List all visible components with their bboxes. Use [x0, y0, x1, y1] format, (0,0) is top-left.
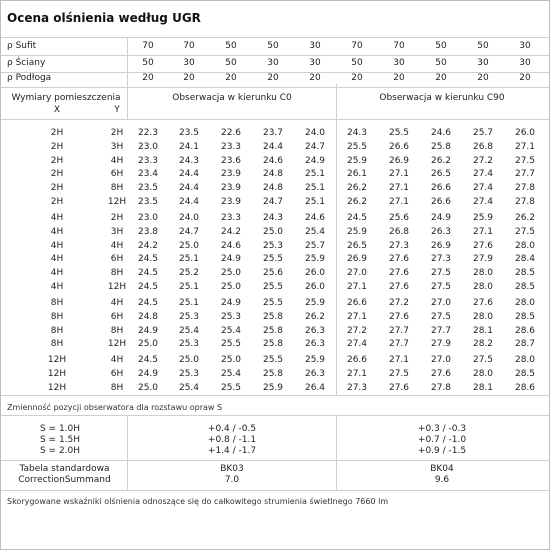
- dimension-x: 8H: [50, 325, 64, 336]
- ugr-value-c90: 27.0: [430, 298, 452, 308]
- variation-c90: +0.7 / -1.0: [417, 435, 467, 445]
- dimension-y: 6H: [110, 254, 124, 265]
- ugr-value-c90: 26.3: [430, 226, 452, 237]
- reflectance-value: 50: [225, 58, 237, 68]
- ugr-value-c0: 24.4: [262, 141, 284, 152]
- ugr-value-c90: 25.6: [388, 213, 410, 223]
- divider-line: [1, 87, 549, 88]
- ugr-value-c0: 26.3: [304, 339, 326, 350]
- column-divider: [127, 37, 128, 119]
- ugr-value-c90: 27.5: [430, 311, 452, 322]
- ugr-value-c0: 25.4: [178, 382, 200, 393]
- ugr-value-c90: 26.8: [472, 141, 494, 152]
- dimension-y: 3H: [110, 141, 124, 152]
- reflectance-value: 30: [519, 58, 531, 68]
- ugr-value-c0: 24.8: [262, 183, 284, 194]
- ugr-value-c0: 24.1: [178, 141, 200, 152]
- ugr-value-c90: 27.7: [430, 325, 452, 336]
- ugr-value-c90: 24.5: [346, 213, 368, 223]
- ugr-value-c0: 25.4: [220, 325, 242, 336]
- dimension-y: 4H: [110, 298, 124, 308]
- ugr-value-c0: 23.9: [220, 183, 242, 194]
- ugr-value-c0: 24.9: [137, 368, 159, 379]
- variation-title: Zmienność pozycji obserwatora dla rozstawu opraw S: [7, 403, 223, 412]
- ugr-value-c90: 28.0: [514, 298, 536, 308]
- ugr-value-c0: 25.3: [178, 339, 200, 350]
- ugr-value-c0: 23.7: [262, 128, 284, 138]
- page-title: Ocena olśnienia według UGR: [7, 11, 201, 25]
- ugr-value-c90: 27.2: [472, 155, 494, 166]
- ugr-value-c0: 26.0: [304, 282, 326, 292]
- ugr-value-c90: 25.9: [472, 213, 494, 223]
- ugr-value-c0: 24.8: [137, 311, 159, 322]
- ugr-value-c90: 25.9: [346, 226, 368, 237]
- reflectance-label: ρ Ściany: [7, 58, 46, 68]
- ugr-value-c90: 26.6: [388, 141, 410, 152]
- dimension-y: 8H: [110, 325, 124, 336]
- ugr-value-c0: 25.9: [304, 298, 326, 308]
- ugr-value-c0: 23.4: [137, 169, 159, 180]
- dimension-y: 6H: [110, 311, 124, 322]
- ugr-value-c0: 25.5: [262, 298, 284, 308]
- dimension-x: 2H: [50, 197, 64, 207]
- ugr-value-c0: 25.0: [137, 339, 159, 350]
- ugr-value-c0: 25.3: [178, 311, 200, 322]
- dimension-x: 2H: [50, 141, 64, 152]
- ugr-value-c90: 28.6: [514, 382, 536, 393]
- ugr-value-c0: 24.6: [262, 155, 284, 166]
- ugr-value-c0: 26.4: [304, 382, 326, 393]
- ugr-value-c90: 27.2: [388, 298, 410, 308]
- ugr-value-c90: 27.5: [514, 155, 536, 166]
- ugr-value-c0: 25.3: [220, 311, 242, 322]
- ugr-value-c0: 25.1: [178, 298, 200, 308]
- ugr-value-c90: 27.8: [430, 382, 452, 393]
- ugr-value-c0: 26.3: [304, 368, 326, 379]
- ugr-value-c90: 27.5: [388, 368, 410, 379]
- ugr-value-c0: 24.9: [137, 325, 159, 336]
- ugr-value-c0: 25.5: [262, 282, 284, 292]
- dimension-x: 2H: [50, 169, 64, 180]
- dimension-y: 4H: [110, 155, 124, 166]
- ugr-value-c90: 27.1: [514, 141, 536, 152]
- divider-line: [1, 460, 549, 461]
- ugr-value-c90: 27.6: [388, 311, 410, 322]
- view-c0-header: Obserwacja w kierunku C0: [172, 93, 292, 103]
- ugr-value-c90: 27.7: [514, 169, 536, 180]
- ugr-value-c0: 24.5: [137, 282, 159, 292]
- ugr-value-c90: 28.5: [514, 282, 536, 292]
- ugr-value-c90: 27.0: [346, 268, 368, 279]
- ugr-value-c90: 24.6: [430, 128, 452, 138]
- ugr-value-c0: 25.0: [262, 226, 284, 237]
- view-c90-header: Obserwacja w kierunku C90: [379, 93, 505, 103]
- ugr-value-c0: 25.5: [220, 339, 242, 350]
- ugr-value-c90: 27.2: [346, 325, 368, 336]
- reflectance-value: 30: [309, 41, 321, 51]
- reflectance-value: 70: [351, 41, 363, 51]
- ugr-value-c0: 24.7: [304, 141, 326, 152]
- ugr-value-c0: 23.9: [220, 169, 242, 180]
- ugr-value-c90: 25.5: [388, 128, 410, 138]
- reflectance-value: 70: [393, 41, 405, 51]
- dimension-y: 3H: [110, 226, 124, 237]
- ugr-value-c90: 26.2: [346, 183, 368, 194]
- dimension-x-header: X: [53, 105, 61, 115]
- ugr-value-c90: 28.0: [472, 368, 494, 379]
- reflectance-label: ρ Podłoga: [7, 73, 52, 83]
- ugr-value-c0: 24.3: [178, 155, 200, 166]
- ugr-value-c0: 25.0: [178, 240, 200, 251]
- ugr-value-c90: 28.7: [514, 339, 536, 350]
- ugr-value-c0: 24.5: [137, 355, 159, 365]
- ugr-value-c90: 27.9: [472, 254, 494, 265]
- dimension-x: 2H: [50, 128, 64, 138]
- column-divider: [336, 460, 337, 490]
- reflectance-value: 30: [393, 58, 405, 68]
- ugr-value-c0: 25.1: [304, 197, 326, 207]
- ugr-value-c90: 25.5: [346, 141, 368, 152]
- ugr-value-c90: 27.9: [430, 339, 452, 350]
- dimension-y: 4H: [110, 355, 124, 365]
- column-divider: [127, 415, 128, 460]
- ugr-value-c90: 27.3: [346, 382, 368, 393]
- variation-label: S = 1.5H: [39, 435, 81, 445]
- ugr-value-c0: 25.1: [178, 254, 200, 265]
- ugr-value-c0: 23.0: [137, 213, 159, 223]
- reflectance-value: 70: [183, 41, 195, 51]
- variation-c90: +0.9 / -1.5: [417, 446, 467, 456]
- dimension-y: 8H: [110, 382, 124, 393]
- ugr-value-c90: 27.5: [472, 355, 494, 365]
- ugr-value-c0: 24.7: [178, 226, 200, 237]
- ugr-value-c90: 26.9: [430, 240, 452, 251]
- ugr-value-c90: 24.3: [346, 128, 368, 138]
- reflectance-value: 50: [142, 58, 154, 68]
- ugr-value-c0: 25.8: [262, 339, 284, 350]
- ugr-value-c0: 25.5: [220, 382, 242, 393]
- ugr-value-c90: 27.6: [388, 254, 410, 265]
- standard-table-c0: BK03: [220, 464, 244, 474]
- reflectance-value: 50: [267, 41, 279, 51]
- ugr-value-c0: 25.0: [220, 355, 242, 365]
- dimension-x: 4H: [50, 240, 64, 251]
- ugr-value-c0: 23.8: [137, 226, 159, 237]
- ugr-value-c0: 25.0: [220, 282, 242, 292]
- ugr-value-c0: 23.0: [137, 141, 159, 152]
- ugr-value-c0: 24.9: [220, 298, 242, 308]
- divider-line: [1, 415, 549, 416]
- dimension-x: 2H: [50, 183, 64, 194]
- ugr-value-c90: 26.5: [430, 169, 452, 180]
- dimension-x: 8H: [50, 298, 64, 308]
- reflectance-value: 20: [519, 73, 531, 83]
- ugr-value-c90: 28.0: [514, 355, 536, 365]
- ugr-value-c90: 28.0: [472, 282, 494, 292]
- ugr-value-c90: 27.6: [430, 368, 452, 379]
- ugr-value-c90: 26.9: [346, 254, 368, 265]
- divider-line: [1, 119, 549, 120]
- ugr-value-c0: 23.6: [220, 155, 242, 166]
- ugr-value-c0: 23.3: [220, 141, 242, 152]
- dimensions-header: Wymiary pomieszczenia: [11, 93, 121, 103]
- dimension-y: 4H: [110, 240, 124, 251]
- ugr-value-c0: 25.1: [304, 169, 326, 180]
- ugr-value-c90: 26.2: [346, 197, 368, 207]
- ugr-value-c0: 25.0: [220, 268, 242, 279]
- ugr-value-c90: 27.8: [514, 197, 536, 207]
- ugr-value-c0: 25.5: [262, 254, 284, 265]
- reflectance-value: 50: [435, 58, 447, 68]
- ugr-value-c0: 26.2: [304, 311, 326, 322]
- column-divider: [336, 119, 337, 395]
- dimension-y: 12H: [107, 282, 127, 292]
- ugr-value-c0: 23.3: [220, 213, 242, 223]
- reflectance-value: 30: [267, 58, 279, 68]
- ugr-value-c90: 26.8: [388, 226, 410, 237]
- reflectance-value: 30: [309, 58, 321, 68]
- reflectance-value: 20: [267, 73, 279, 83]
- variation-label: S = 1.0H: [39, 424, 81, 434]
- reflectance-value: 20: [142, 73, 154, 83]
- variation-c0: +0.8 / -1.1: [207, 435, 257, 445]
- ugr-value-c0: 25.1: [304, 183, 326, 194]
- ugr-value-c0: 25.9: [262, 382, 284, 393]
- column-divider: [127, 460, 128, 490]
- ugr-value-c0: 25.2: [178, 268, 200, 279]
- ugr-value-c90: 27.6: [472, 298, 494, 308]
- ugr-value-c0: 25.9: [304, 355, 326, 365]
- ugr-value-c90: 27.3: [388, 240, 410, 251]
- ugr-value-c90: 28.0: [472, 268, 494, 279]
- dimension-y: 6H: [110, 169, 124, 180]
- ugr-value-c90: 27.4: [472, 183, 494, 194]
- ugr-value-c90: 27.5: [514, 226, 536, 237]
- ugr-value-c90: 25.9: [346, 155, 368, 166]
- variation-label: S = 2.0H: [39, 446, 81, 456]
- footer-note: Skorygowane wskaźniki olśnienia odnoszące się do całkowitego strumienia świetlnego 7660 lm: [7, 497, 389, 506]
- ugr-value-c0: 24.2: [220, 226, 242, 237]
- ugr-value-c90: 27.6: [472, 240, 494, 251]
- ugr-value-c0: 24.8: [262, 169, 284, 180]
- ugr-value-c90: 26.6: [346, 298, 368, 308]
- ugr-value-c0: 24.6: [220, 240, 242, 251]
- ugr-value-c90: 26.2: [430, 155, 452, 166]
- ugr-value-c90: 27.4: [346, 339, 368, 350]
- ugr-value-c0: 25.4: [178, 325, 200, 336]
- reflectance-value: 30: [477, 58, 489, 68]
- dimension-y: 6H: [110, 368, 124, 379]
- ugr-value-c0: 24.9: [220, 254, 242, 265]
- reflectance-value: 50: [477, 41, 489, 51]
- ugr-value-c90: 27.0: [430, 355, 452, 365]
- ugr-value-c90: 27.5: [430, 282, 452, 292]
- ugr-value-c0: 25.7: [304, 240, 326, 251]
- ugr-value-c0: 26.0: [304, 268, 326, 279]
- dimension-y: 12H: [107, 339, 127, 350]
- ugr-value-c90: 27.1: [388, 183, 410, 194]
- ugr-value-c90: 27.1: [346, 368, 368, 379]
- ugr-value-c90: 28.2: [472, 339, 494, 350]
- ugr-value-c90: 24.9: [430, 213, 452, 223]
- ugr-value-c90: 28.0: [514, 240, 536, 251]
- ugr-value-c0: 23.9: [220, 197, 242, 207]
- ugr-value-c90: 28.4: [514, 254, 536, 265]
- dimension-x: 8H: [50, 311, 64, 322]
- ugr-value-c0: 25.4: [304, 226, 326, 237]
- ugr-value-c90: 27.3: [430, 254, 452, 265]
- dimension-x: 12H: [47, 368, 67, 379]
- ugr-value-c90: 26.6: [430, 197, 452, 207]
- dimension-y-header: Y: [114, 105, 120, 115]
- dimension-y: 12H: [107, 197, 127, 207]
- ugr-value-c90: 28.1: [472, 325, 494, 336]
- reflectance-label: ρ Sufit: [7, 41, 37, 51]
- reflectance-value: 20: [393, 73, 405, 83]
- standard-table-label: Tabela standardowa: [19, 464, 110, 474]
- divider-line: [1, 395, 549, 396]
- dimension-x: 12H: [47, 355, 67, 365]
- ugr-value-c90: 25.7: [472, 128, 494, 138]
- ugr-value-c0: 24.5: [137, 254, 159, 265]
- reflectance-value: 20: [435, 73, 447, 83]
- ugr-value-c90: 26.6: [346, 355, 368, 365]
- variation-c90: +0.3 / -0.3: [417, 424, 467, 434]
- dimension-x: 12H: [47, 382, 67, 393]
- ugr-value-c90: 26.2: [514, 213, 536, 223]
- ugr-value-c90: 27.7: [388, 339, 410, 350]
- ugr-value-c0: 25.0: [178, 355, 200, 365]
- ugr-value-c90: 27.6: [388, 282, 410, 292]
- reflectance-value: 50: [435, 41, 447, 51]
- dimension-y: 2H: [110, 128, 124, 138]
- ugr-value-c0: 25.0: [137, 382, 159, 393]
- dimension-x: 4H: [50, 226, 64, 237]
- column-divider: [336, 84, 337, 119]
- dimension-y: 8H: [110, 183, 124, 194]
- ugr-value-c0: 23.5: [137, 183, 159, 194]
- variation-c0: +1.4 / -1.7: [207, 446, 257, 456]
- ugr-value-c0: 25.1: [178, 282, 200, 292]
- correction-summand-label: CorrectionSummand: [18, 475, 111, 485]
- ugr-value-c0: 24.4: [178, 169, 200, 180]
- ugr-value-c90: 28.6: [514, 325, 536, 336]
- reflectance-value: 50: [351, 58, 363, 68]
- dimension-x: 4H: [50, 282, 64, 292]
- dimension-y: 8H: [110, 268, 124, 279]
- ugr-value-c90: 26.1: [346, 169, 368, 180]
- ugr-value-c90: 27.4: [472, 169, 494, 180]
- variation-c0: +0.4 / -0.5: [207, 424, 257, 434]
- ugr-value-c0: 24.4: [178, 197, 200, 207]
- ugr-value-c0: 24.4: [178, 183, 200, 194]
- ugr-value-c90: 26.0: [514, 128, 536, 138]
- ugr-value-c0: 23.3: [137, 155, 159, 166]
- ugr-value-c90: 26.6: [430, 183, 452, 194]
- divider-line: [1, 55, 549, 56]
- ugr-value-c0: 22.3: [137, 128, 159, 138]
- reflectance-value: 50: [225, 41, 237, 51]
- divider-line: [1, 490, 549, 491]
- dimension-x: 8H: [50, 339, 64, 350]
- ugr-value-c0: 24.6: [304, 213, 326, 223]
- ugr-value-c90: 27.6: [388, 382, 410, 393]
- column-divider: [336, 415, 337, 460]
- ugr-value-c0: 25.4: [220, 368, 242, 379]
- dimension-x: 2H: [50, 155, 64, 166]
- reflectance-value: 70: [142, 41, 154, 51]
- ugr-value-c0: 26.3: [304, 325, 326, 336]
- ugr-value-c90: 27.7: [388, 325, 410, 336]
- divider-line: [1, 37, 549, 38]
- reflectance-value: 20: [477, 73, 489, 83]
- ugr-value-c0: 25.8: [262, 311, 284, 322]
- ugr-value-c90: 27.5: [430, 268, 452, 279]
- ugr-value-c0: 24.0: [178, 213, 200, 223]
- ugr-value-c0: 25.3: [178, 368, 200, 379]
- ugr-value-c0: 24.5: [137, 268, 159, 279]
- ugr-value-c0: 23.5: [137, 197, 159, 207]
- reflectance-value: 20: [309, 73, 321, 83]
- reflectance-value: 30: [183, 58, 195, 68]
- ugr-value-c90: 27.1: [346, 311, 368, 322]
- ugr-value-c90: 27.6: [388, 268, 410, 279]
- reflectance-value: 20: [225, 73, 237, 83]
- ugr-value-c0: 23.5: [178, 128, 200, 138]
- ugr-value-c90: 26.5: [346, 240, 368, 251]
- ugr-value-c0: 25.5: [262, 355, 284, 365]
- ugr-value-c90: 27.1: [346, 282, 368, 292]
- ugr-value-c90: 28.5: [514, 311, 536, 322]
- correction-summand-c0: 7.0: [224, 475, 240, 485]
- ugr-value-c90: 28.5: [514, 268, 536, 279]
- ugr-value-c90: 27.1: [472, 226, 494, 237]
- ugr-value-c90: 27.1: [388, 169, 410, 180]
- ugr-value-c90: 25.8: [430, 141, 452, 152]
- ugr-value-c90: 28.1: [472, 382, 494, 393]
- standard-table-c90: BK04: [430, 464, 454, 474]
- dimension-x: 4H: [50, 254, 64, 265]
- reflectance-value: 20: [351, 73, 363, 83]
- ugr-value-c0: 24.0: [304, 128, 326, 138]
- ugr-value-c0: 25.6: [262, 268, 284, 279]
- reflectance-value: 20: [183, 73, 195, 83]
- dimension-x: 4H: [50, 213, 64, 223]
- ugr-value-c0: 25.9: [304, 254, 326, 265]
- ugr-value-c90: 27.8: [514, 183, 536, 194]
- ugr-value-c90: 27.1: [388, 197, 410, 207]
- ugr-value-c0: 24.5: [137, 298, 159, 308]
- ugr-value-c0: 24.9: [304, 155, 326, 166]
- ugr-value-c90: 27.4: [472, 197, 494, 207]
- ugr-value-c90: 27.1: [388, 355, 410, 365]
- ugr-value-c0: 24.3: [262, 213, 284, 223]
- ugr-value-c0: 24.7: [262, 197, 284, 207]
- ugr-value-c0: 25.8: [262, 368, 284, 379]
- ugr-value-c90: 28.5: [514, 368, 536, 379]
- ugr-value-c0: 24.2: [137, 240, 159, 251]
- reflectance-value: 30: [519, 41, 531, 51]
- correction-summand-c90: 9.6: [434, 475, 450, 485]
- ugr-value-c90: 28.0: [472, 311, 494, 322]
- ugr-value-c90: 26.9: [388, 155, 410, 166]
- ugr-value-c0: 25.8: [262, 325, 284, 336]
- ugr-value-c0: 22.6: [220, 128, 242, 138]
- dimension-x: 4H: [50, 268, 64, 279]
- dimension-y: 2H: [110, 213, 124, 223]
- ugr-value-c0: 25.3: [262, 240, 284, 251]
